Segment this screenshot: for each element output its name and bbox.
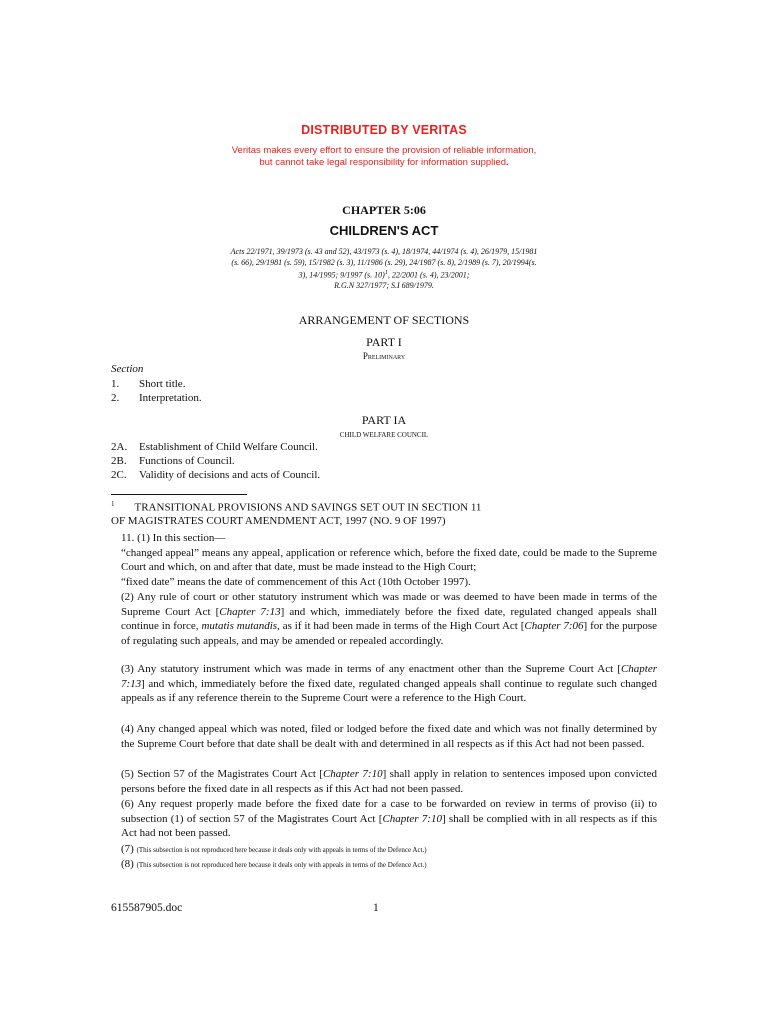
disclaimer-line-2: [0, 157, 768, 168]
p2-chapter-2: Chapter 7:06: [524, 620, 584, 632]
p6-b: ] shall be complied with in all respects as if this Act had not been passed.: [121, 812, 657, 839]
footnote-heading-text-1: TRANSITIONAL PROVISIONS AND SAVINGS SET OUT IN SECTION 11: [134, 501, 482, 514]
acts-line-3: [0, 268, 768, 281]
part-1a-title: PART IA: [361, 413, 407, 427]
footer-page-number: 1: [373, 902, 379, 914]
p7-num: (7): [121, 843, 134, 855]
p5-b: ] shall apply in relation to sentences imposed upon convicted persons before the fixed date in all respects as if this Act had not been passed.: [121, 768, 657, 795]
footnote-para-6: [111, 797, 657, 841]
para-2-text: [111, 590, 657, 648]
acts-line-3b: , 22/2001 (s. 4), 23/2001;: [387, 270, 470, 280]
para-4-text: (4) Any changed appeal which was noted, filed or lodged before the fixed date and which was not finally determined by the Supreme Court before that date shall be dealt with and determined in all respects as if this Act had not been passed.: [121, 723, 657, 750]
chapter-number: CHAPTER 5:06: [342, 203, 426, 217]
p5-a: (5) Section 57 of the Magistrates Court Act [: [121, 768, 323, 780]
toc-item-establishment[interactable]: Establishment of Child Welfare Council.: [139, 441, 318, 453]
p2-b: ] and which, immediately before the fixed date, regulated changed appeals shall continue in force,: [121, 605, 657, 632]
para-1-def-changed-appeal: “changed appeal” means any appeal, application or reference which, before the fixed date, could be made to the Supreme Court and which, on and after that date, must be made instead to the High Court;: [121, 546, 657, 573]
footnote-heading-1: [111, 500, 481, 514]
toc-num-1: 1.: [111, 378, 120, 390]
para-5-text: [111, 767, 657, 796]
footnote-heading-2: OF MAGISTRATES COURT AMENDMENT ACT, 1997 (NO. 9 OF 1997): [111, 515, 446, 527]
acts-line-3a: 3), 14/1995; 9/1997 (s. 10): [298, 270, 385, 280]
footnote-para-8: [111, 857, 657, 873]
toc-num-2c: 2C.: [111, 469, 127, 481]
p7-note: (This subsection is not reproduced here because it deals only with appeals in terms of the Defence Act.): [136, 846, 427, 854]
section-label: Section: [111, 363, 144, 375]
footnote-para-3: [111, 662, 657, 706]
para-8-text: [111, 857, 657, 873]
p2-a: (2) Any rule of court or other statutory instrument which was made or was deemed to have been made in terms of the Supreme Court Act [: [121, 591, 657, 618]
para-1-def-fixed-date: “fixed date” means the date of commencement of this Act (10th October 1997).: [121, 575, 471, 588]
p3-chapter: Chapter 7:13: [121, 663, 657, 690]
p3-b: ] and which, immediately before the fixed date, regulated changed appeals shall continue to regulate such changed appeals as if any reference therein to the Supreme Court were a reference to the High Court.: [121, 677, 657, 704]
acts-list: [0, 247, 768, 292]
toc-item-validity[interactable]: Validity of decisions and acts of Council.: [139, 469, 321, 481]
para-3-text: [111, 662, 657, 706]
act-title: CHILDREN'S ACT: [329, 223, 439, 238]
footnote-para-4: [111, 722, 657, 751]
toc-num-2b: 2B.: [111, 455, 127, 467]
distributed-by-title: DISTRIBUTED BY VERITAS: [301, 123, 467, 137]
footnote-para-7: [111, 842, 657, 858]
part-1-subtitle: Preliminary: [362, 351, 406, 361]
footer-filename: 615587905.doc: [111, 902, 183, 914]
p5-chapter: Chapter 7:10: [322, 768, 383, 780]
para-6-text: [111, 797, 657, 841]
arrangement-heading: ARRANGEMENT OF SECTIONS: [298, 313, 470, 327]
footnote-rule: [111, 494, 247, 495]
p8-note: (This subsection is not reproduced here because it deals only with appeals in terms of the Defence Act.): [136, 861, 427, 869]
p6-a: (6) Any request properly made before the fixed date for a case to be forwarded on review in terms of proviso (ii) to subsection (1) of section 57 of the Magistrates Court Act [: [121, 798, 657, 825]
disclaimer-line-1: Veritas makes every effort to ensure the provision of reliable information,: [231, 145, 537, 156]
footnote-mark: 1: [111, 500, 115, 508]
toc-num-2a: 2A.: [111, 441, 128, 453]
p2-chapter-1: Chapter 7:13: [219, 605, 281, 618]
p2-c: , as if it had been made in terms of the High Court Act [: [277, 620, 525, 632]
para-1-intro: 11. (1) In this section—: [121, 532, 226, 544]
part-1a-subtitle: CHILD WELFARE COUNCIL: [339, 431, 429, 439]
footnote-para-2: [111, 590, 657, 648]
p2-d: ] for the purpose of regulating such appeals, and may be amended or repealed accordingly.: [121, 620, 657, 647]
footnote-para-5: [111, 767, 657, 796]
part-1-title: PART I: [366, 335, 402, 349]
footnote-ref[interactable]: 1: [384, 270, 388, 276]
p2-mutatis: mutatis mutandis: [201, 620, 278, 632]
toc-item-interpretation[interactable]: Interpretation.: [139, 392, 202, 404]
disclaimer-period: .: [505, 157, 509, 168]
toc-num-2: 2.: [111, 392, 120, 404]
para-7-text: [111, 842, 657, 858]
p8-num: (8): [121, 858, 134, 870]
toc-item-functions[interactable]: Functions of Council.: [139, 455, 235, 467]
acts-line-1: Acts 22/1971, 39/1973 (s. 43 and 52), 43/1973 (s. 4), 18/1974, 44/1974 (s. 4), 26/1979, 15/1981: [230, 247, 538, 256]
footnote-para-1: [111, 531, 657, 589]
disclaimer-line-2-text: but cannot take legal responsibility for information supplied: [259, 157, 506, 168]
acts-line-4: R.G.N 327/1977; S.I 689/1979.: [334, 281, 434, 291]
p6-chapter: Chapter 7:10: [382, 812, 442, 825]
toc-item-short-title[interactable]: Short title.: [139, 378, 186, 390]
p3-a: (3) Any statutory instrument which was made in terms of any enactment other than the Supreme Court Act [: [121, 663, 621, 675]
acts-line-2: (s. 66), 29/1981 (s. 59), 15/1982 (s. 3), 11/1986 (s. 29), 24/1987 (s. 8), 2/1989 (s. 7), 20/1994(s.: [231, 257, 537, 267]
